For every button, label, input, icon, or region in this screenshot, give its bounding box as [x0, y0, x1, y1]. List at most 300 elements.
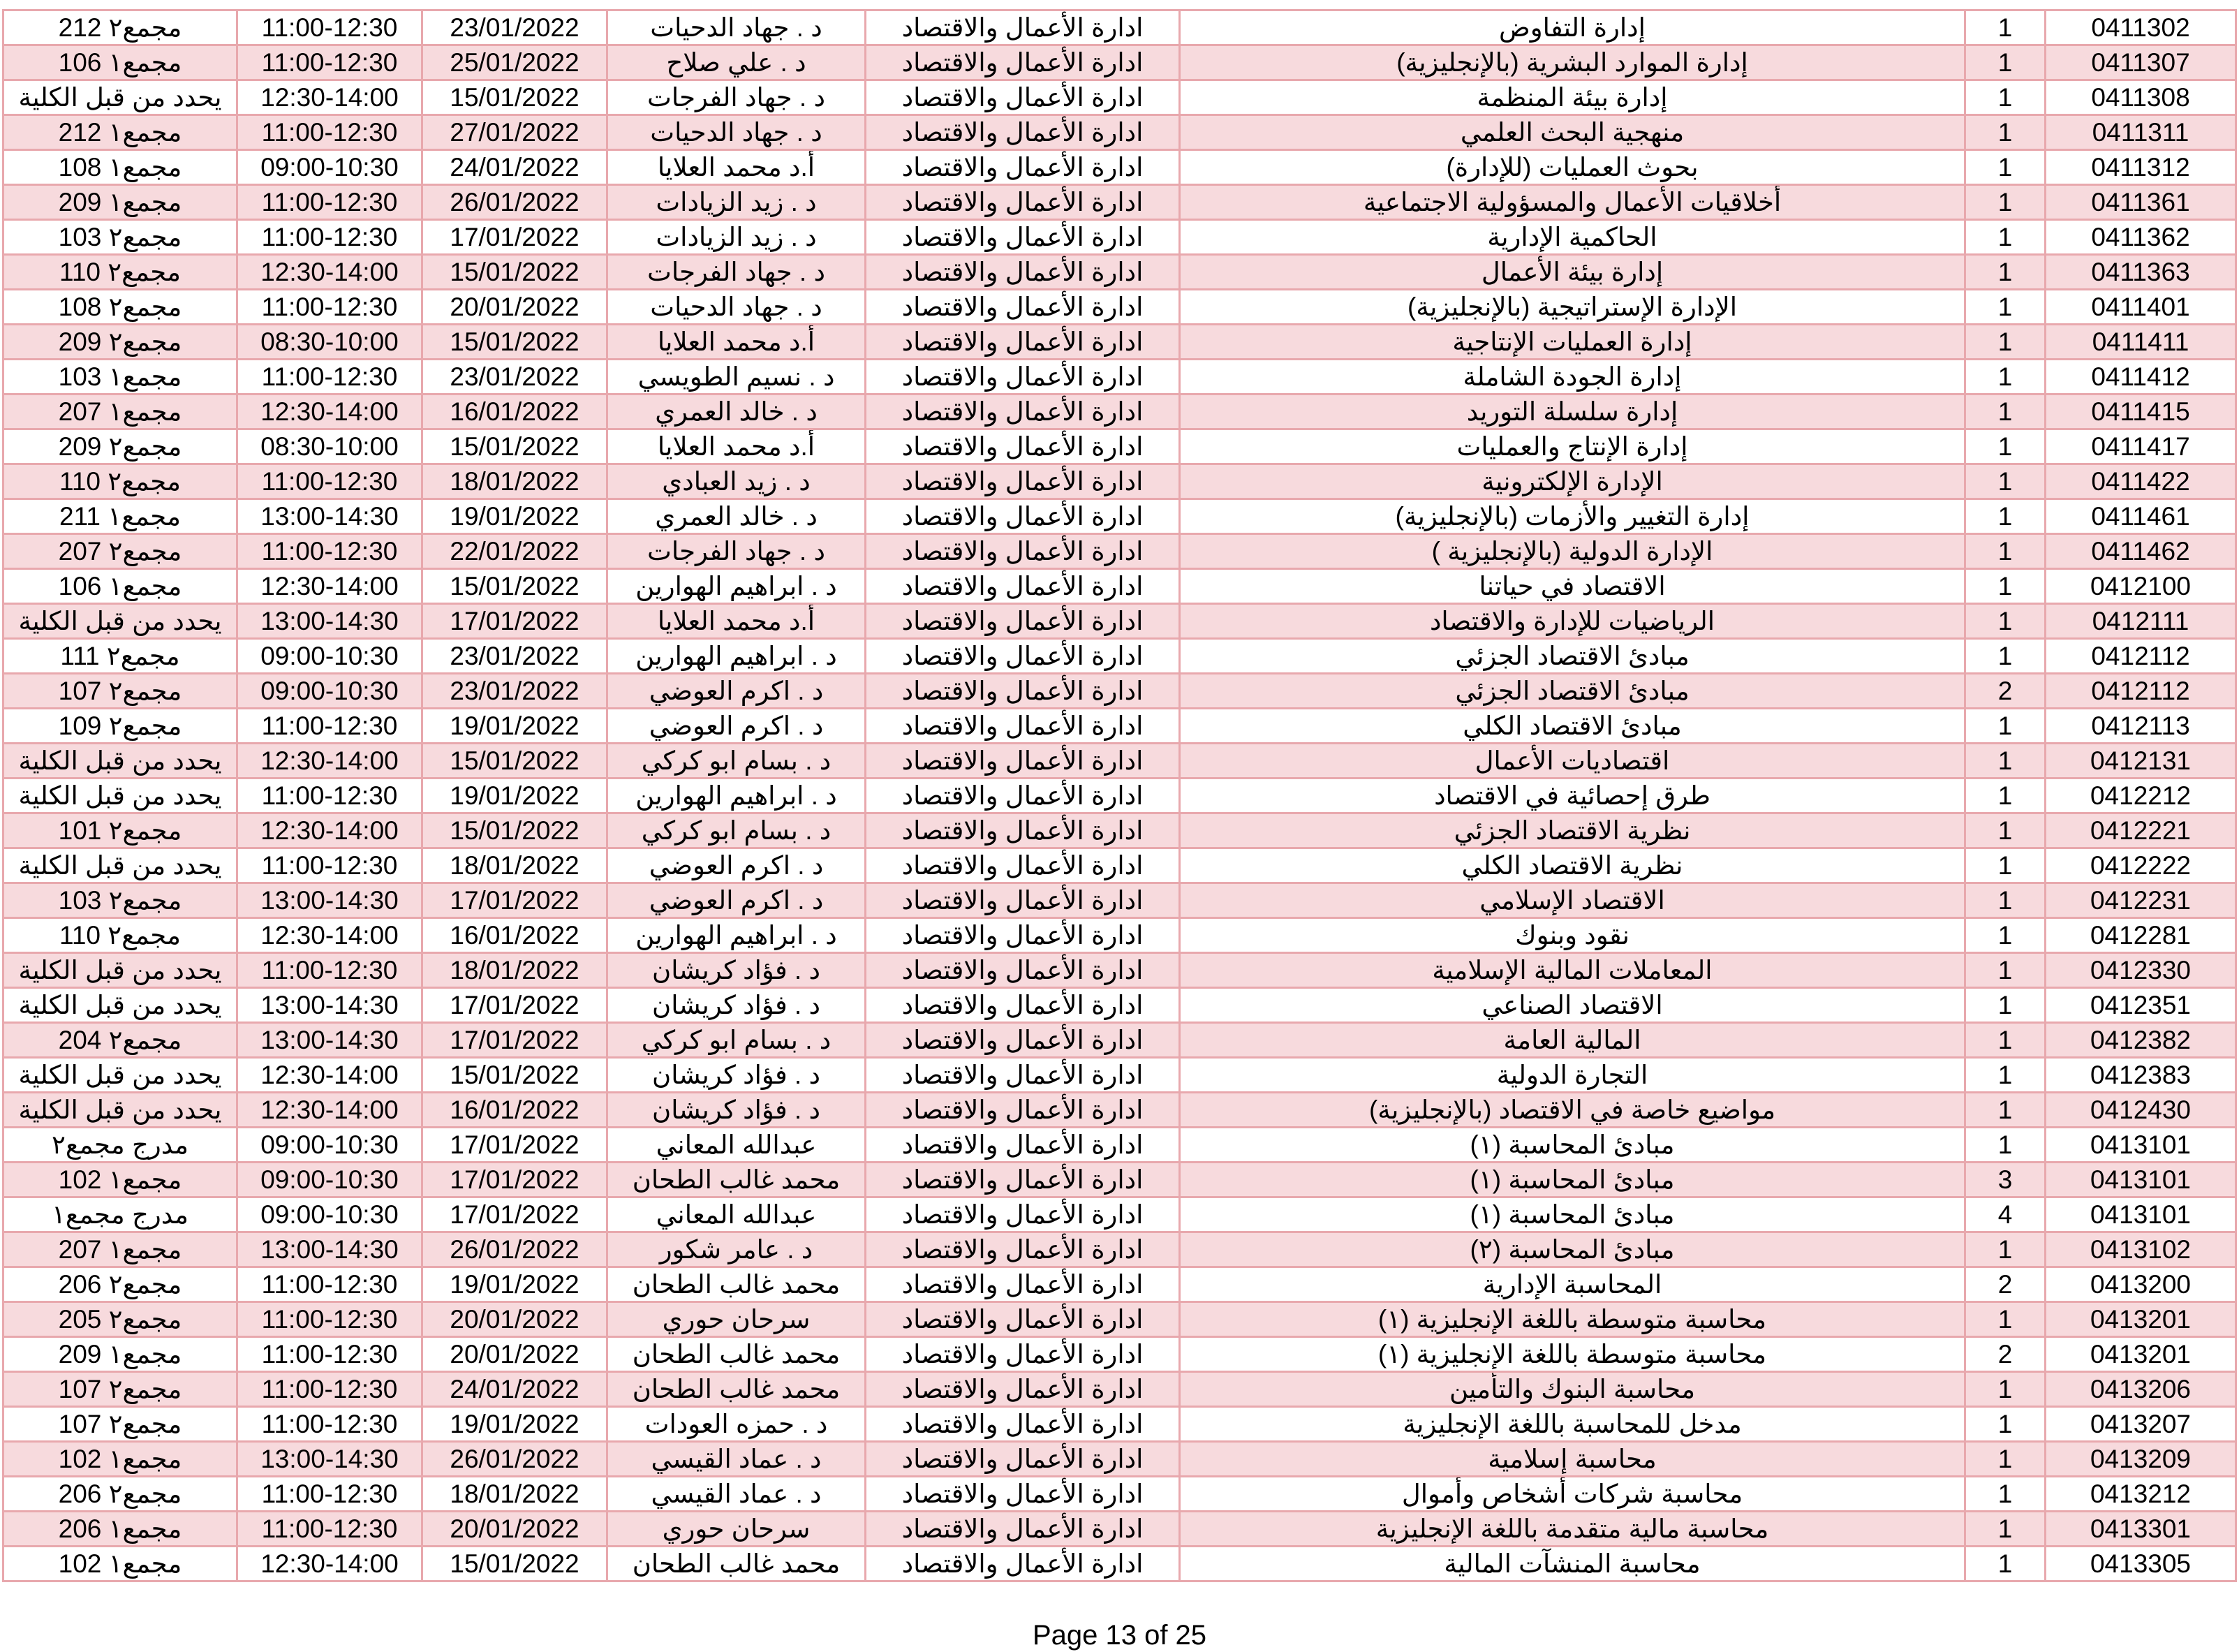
- section-cell: 1: [1965, 848, 2046, 883]
- course-name-cell: الاقتصاد في حياتنا: [1180, 569, 1965, 604]
- course-code-cell: 0411411: [2046, 325, 2236, 360]
- instructor-cell: د . جهاد الدحيات: [607, 290, 866, 325]
- department-cell: ادارة الأعمال والاقتصاد: [866, 325, 1180, 360]
- exam-date-cell: 17/01/2022: [422, 1197, 607, 1232]
- course-name-cell: محاسبة إسلامية: [1180, 1442, 1965, 1477]
- instructor-cell: محمد غالب الطحان: [607, 1163, 866, 1197]
- exam-time-cell: 12:30-14:00: [237, 1547, 422, 1581]
- course-name-cell: طرق إحصائية في الاقتصاد: [1180, 779, 1965, 813]
- exam-room-cell: يحدد من قبل الكلية: [3, 779, 237, 813]
- section-cell: 1: [1965, 255, 2046, 290]
- department-cell: ادارة الأعمال والاقتصاد: [866, 1197, 1180, 1232]
- course-name-cell: مبادئ المحاسبة (٢): [1180, 1232, 1965, 1267]
- section-cell: 1: [1965, 534, 2046, 569]
- instructor-cell: د . جهاد الدحيات: [607, 115, 866, 150]
- exam-room-cell: مجمع٢ 209: [3, 325, 237, 360]
- section-cell: 2: [1965, 1337, 2046, 1372]
- course-code-cell: 0412112: [2046, 674, 2236, 709]
- course-name-cell: اقتصاديات الأعمال: [1180, 744, 1965, 779]
- department-cell: ادارة الأعمال والاقتصاد: [866, 464, 1180, 499]
- instructor-cell: د . ابراهيم الهوارين: [607, 569, 866, 604]
- exam-time-cell: 09:00-10:30: [237, 674, 422, 709]
- exam-room-cell: مجمع٢ 212: [3, 10, 237, 45]
- table-row: [3, 883, 2236, 918]
- department-cell: ادارة الأعمال والاقتصاد: [866, 1372, 1180, 1407]
- department-cell: ادارة الأعمال والاقتصاد: [866, 674, 1180, 709]
- exam-date-cell: 20/01/2022: [422, 1302, 607, 1337]
- table-row: [3, 1267, 2236, 1302]
- course-name-cell: مبادئ المحاسبة (١): [1180, 1128, 1965, 1163]
- exam-room-cell: يحدد من قبل الكلية: [3, 604, 237, 639]
- exam-room-cell: مجمع٢ 205: [3, 1302, 237, 1337]
- exam-room-cell: مجمع٢ 206: [3, 1267, 237, 1302]
- course-name-cell: مبادئ الاقتصاد الجزئي: [1180, 674, 1965, 709]
- course-code-cell: 0411362: [2046, 220, 2236, 255]
- exam-time-cell: 08:30-10:00: [237, 325, 422, 360]
- instructor-cell: د . فؤاد كريشان: [607, 988, 866, 1023]
- exam-time-cell: 11:00-12:30: [237, 1302, 422, 1337]
- table-body: [3, 10, 2236, 1581]
- exam-room-cell: مجمع٢ 111: [3, 639, 237, 674]
- department-cell: ادارة الأعمال والاقتصاد: [866, 779, 1180, 813]
- exam-room-cell: مجمع٢ 107: [3, 674, 237, 709]
- section-cell: 1: [1965, 1547, 2046, 1581]
- course-code-cell: 0413207: [2046, 1407, 2236, 1442]
- exam-date-cell: 15/01/2022: [422, 255, 607, 290]
- exam-room-cell: مجمع١ 102: [3, 1547, 237, 1581]
- exam-room-cell: مجمع٢ 110: [3, 255, 237, 290]
- department-cell: ادارة الأعمال والاقتصاد: [866, 394, 1180, 429]
- course-name-cell: محاسبة متوسطة باللغة الإنجليزية (١): [1180, 1337, 1965, 1372]
- table-row: [3, 150, 2236, 185]
- department-cell: ادارة الأعمال والاقتصاد: [866, 1547, 1180, 1581]
- course-name-cell: نقود وبنوك: [1180, 918, 1965, 953]
- department-cell: ادارة الأعمال والاقتصاد: [866, 813, 1180, 848]
- section-cell: 4: [1965, 1197, 2046, 1232]
- exam-room-cell: مجمع١ 103: [3, 360, 237, 394]
- course-code-cell: 0413201: [2046, 1337, 2236, 1372]
- exam-date-cell: 23/01/2022: [422, 10, 607, 45]
- course-name-cell: محاسبة المنشآت المالية: [1180, 1547, 1965, 1581]
- course-name-cell: بحوث العمليات (للإدارة): [1180, 150, 1965, 185]
- instructor-cell: د . بسام ابو كركي: [607, 1023, 866, 1058]
- course-name-cell: التجارة الدولية: [1180, 1058, 1965, 1093]
- exam-date-cell: 26/01/2022: [422, 1232, 607, 1267]
- table-row: [3, 464, 2236, 499]
- course-code-cell: 0413101: [2046, 1163, 2236, 1197]
- exam-date-cell: 17/01/2022: [422, 883, 607, 918]
- course-code-cell: 0413209: [2046, 1442, 2236, 1477]
- section-cell: 1: [1965, 1058, 2046, 1093]
- department-cell: ادارة الأعمال والاقتصاد: [866, 255, 1180, 290]
- exam-room-cell: مجمع٢ 109: [3, 709, 237, 744]
- table-row: [3, 1232, 2236, 1267]
- section-cell: 1: [1965, 499, 2046, 534]
- instructor-cell: د . جهاد الفرجات: [607, 534, 866, 569]
- instructor-cell: د . عماد القيسي: [607, 1477, 866, 1512]
- exam-time-cell: 12:30-14:00: [237, 255, 422, 290]
- exam-time-cell: 12:30-14:00: [237, 1058, 422, 1093]
- table-row: [3, 1058, 2236, 1093]
- course-code-cell: 0411312: [2046, 150, 2236, 185]
- course-code-cell: 0412281: [2046, 918, 2236, 953]
- exam-room-cell: يحدد من قبل الكلية: [3, 848, 237, 883]
- exam-room-cell: مجمع٢ 101: [3, 813, 237, 848]
- exam-date-cell: 26/01/2022: [422, 1442, 607, 1477]
- department-cell: ادارة الأعمال والاقتصاد: [866, 1442, 1180, 1477]
- exam-room-cell: مجمع١ 212: [3, 115, 237, 150]
- course-code-cell: 0413200: [2046, 1267, 2236, 1302]
- exam-time-cell: 13:00-14:30: [237, 883, 422, 918]
- exam-date-cell: 17/01/2022: [422, 988, 607, 1023]
- department-cell: ادارة الأعمال والاقتصاد: [866, 290, 1180, 325]
- table-row: [3, 639, 2236, 674]
- instructor-cell: أ.د محمد العلايا: [607, 325, 866, 360]
- exam-room-cell: يحدد من قبل الكلية: [3, 744, 237, 779]
- exam-date-cell: 23/01/2022: [422, 674, 607, 709]
- exam-time-cell: 11:00-12:30: [237, 1512, 422, 1547]
- exam-room-cell: مجمع٢ 209: [3, 429, 237, 464]
- exam-date-cell: 23/01/2022: [422, 639, 607, 674]
- course-code-cell: 0411461: [2046, 499, 2236, 534]
- section-cell: 1: [1965, 185, 2046, 220]
- instructor-cell: د . ابراهيم الهوارين: [607, 918, 866, 953]
- course-name-cell: إدارة بيئة الأعمال: [1180, 255, 1965, 290]
- section-cell: 1: [1965, 1023, 2046, 1058]
- course-name-cell: مواضيع خاصة في الاقتصاد (بالإنجليزية): [1180, 1093, 1965, 1128]
- instructor-cell: محمد غالب الطحان: [607, 1337, 866, 1372]
- course-name-cell: نظرية الاقتصاد الجزئي: [1180, 813, 1965, 848]
- exam-time-cell: 13:00-14:30: [237, 1232, 422, 1267]
- department-cell: ادارة الأعمال والاقتصاد: [866, 604, 1180, 639]
- table-row: [3, 953, 2236, 988]
- table-row: [3, 394, 2236, 429]
- table-row: [3, 1093, 2236, 1128]
- course-name-cell: الاقتصاد الإسلامي: [1180, 883, 1965, 918]
- table-row: [3, 45, 2236, 80]
- section-cell: 1: [1965, 80, 2046, 115]
- table-row: [3, 360, 2236, 394]
- exam-time-cell: 11:00-12:30: [237, 220, 422, 255]
- exam-room-cell: يحدد من قبل الكلية: [3, 953, 237, 988]
- exam-time-cell: 11:00-12:30: [237, 1407, 422, 1442]
- course-code-cell: 0411361: [2046, 185, 2236, 220]
- section-cell: 1: [1965, 988, 2046, 1023]
- exam-date-cell: 15/01/2022: [422, 569, 607, 604]
- exam-date-cell: 18/01/2022: [422, 848, 607, 883]
- section-cell: 1: [1965, 360, 2046, 394]
- exam-time-cell: 09:00-10:30: [237, 1128, 422, 1163]
- exam-room-cell: مجمع١ 102: [3, 1442, 237, 1477]
- exam-room-cell: مجمع٢ 110: [3, 918, 237, 953]
- exam-time-cell: 11:00-12:30: [237, 1477, 422, 1512]
- exam-date-cell: 15/01/2022: [422, 744, 607, 779]
- instructor-cell: سرحان حوري: [607, 1302, 866, 1337]
- table-row: [3, 1477, 2236, 1512]
- exam-date-cell: 27/01/2022: [422, 115, 607, 150]
- instructor-cell: عبدالله المعاني: [607, 1197, 866, 1232]
- course-name-cell: المالية العامة: [1180, 1023, 1965, 1058]
- section-cell: 2: [1965, 1267, 2046, 1302]
- department-cell: ادارة الأعمال والاقتصاد: [866, 639, 1180, 674]
- instructor-cell: محمد غالب الطحان: [607, 1267, 866, 1302]
- course-name-cell: أخلاقيات الأعمال والمسؤولية الاجتماعية: [1180, 185, 1965, 220]
- section-cell: 1: [1965, 918, 2046, 953]
- course-code-cell: 0411311: [2046, 115, 2236, 150]
- department-cell: ادارة الأعمال والاقتصاد: [866, 1093, 1180, 1128]
- course-code-cell: 0412112: [2046, 639, 2236, 674]
- exam-room-cell: مجمع١ 211: [3, 499, 237, 534]
- exam-room-cell: مجمع١ 207: [3, 1232, 237, 1267]
- exam-room-cell: مجمع١ 207: [3, 394, 237, 429]
- exam-date-cell: 18/01/2022: [422, 953, 607, 988]
- section-cell: 1: [1965, 639, 2046, 674]
- section-cell: 1: [1965, 1407, 2046, 1442]
- department-cell: ادارة الأعمال والاقتصاد: [866, 115, 1180, 150]
- course-name-cell: إدارة العمليات الإنتاجية: [1180, 325, 1965, 360]
- course-code-cell: 0412382: [2046, 1023, 2236, 1058]
- exam-time-cell: 11:00-12:30: [237, 779, 422, 813]
- department-cell: ادارة الأعمال والاقتصاد: [866, 1337, 1180, 1372]
- instructor-cell: د . عماد القيسي: [607, 1442, 866, 1477]
- department-cell: ادارة الأعمال والاقتصاد: [866, 1128, 1180, 1163]
- exam-time-cell: 11:00-12:30: [237, 1337, 422, 1372]
- table-row: [3, 290, 2236, 325]
- exam-room-cell: مجمع١ 106: [3, 569, 237, 604]
- instructor-cell: د . علي صلاح: [607, 45, 866, 80]
- instructor-cell: د . فؤاد كريشان: [607, 953, 866, 988]
- section-cell: 1: [1965, 325, 2046, 360]
- table-row: [3, 1512, 2236, 1547]
- section-cell: 1: [1965, 953, 2046, 988]
- instructor-cell: عبدالله المعاني: [607, 1128, 866, 1163]
- course-code-cell: 0411363: [2046, 255, 2236, 290]
- instructor-cell: د . زيد الزيادات: [607, 220, 866, 255]
- exam-room-cell: مجمع١ 206: [3, 1512, 237, 1547]
- section-cell: 1: [1965, 464, 2046, 499]
- section-cell: 1: [1965, 813, 2046, 848]
- exam-room-cell: مجمع٢ 206: [3, 1477, 237, 1512]
- exam-time-cell: 11:00-12:30: [237, 709, 422, 744]
- exam-date-cell: 17/01/2022: [422, 1163, 607, 1197]
- course-code-cell: 0413101: [2046, 1197, 2236, 1232]
- section-cell: 1: [1965, 290, 2046, 325]
- exam-room-cell: مدرج مجمع١: [3, 1197, 237, 1232]
- course-code-cell: 0411308: [2046, 80, 2236, 115]
- course-code-cell: 0412113: [2046, 709, 2236, 744]
- course-code-cell: 0413305: [2046, 1547, 2236, 1581]
- section-cell: 1: [1965, 604, 2046, 639]
- course-code-cell: 0412231: [2046, 883, 2236, 918]
- exam-room-cell: مجمع٢ 108: [3, 290, 237, 325]
- course-name-cell: إدارة بيئة المنظمة: [1180, 80, 1965, 115]
- course-code-cell: 0412212: [2046, 779, 2236, 813]
- table-row: [3, 779, 2236, 813]
- course-code-cell: 0413201: [2046, 1302, 2236, 1337]
- exam-room-cell: مجمع٢ 207: [3, 534, 237, 569]
- exam-time-cell: 13:00-14:30: [237, 1023, 422, 1058]
- table-row: [3, 1023, 2236, 1058]
- exam-date-cell: 24/01/2022: [422, 150, 607, 185]
- course-name-cell: إدارة الموارد البشرية (بالإنجليزية): [1180, 45, 1965, 80]
- exam-date-cell: 20/01/2022: [422, 290, 607, 325]
- course-code-cell: 0411302: [2046, 10, 2236, 45]
- instructor-cell: د . ابراهيم الهوارين: [607, 779, 866, 813]
- section-cell: 1: [1965, 883, 2046, 918]
- section-cell: 1: [1965, 220, 2046, 255]
- exam-date-cell: 20/01/2022: [422, 1512, 607, 1547]
- table-row: [3, 499, 2236, 534]
- course-name-cell: المحاسبة الإدارية: [1180, 1267, 1965, 1302]
- department-cell: ادارة الأعمال والاقتصاد: [866, 220, 1180, 255]
- table-row: [3, 918, 2236, 953]
- course-name-cell: محاسبة البنوك والتأمين: [1180, 1372, 1965, 1407]
- table-row: [3, 1163, 2236, 1197]
- course-code-cell: 0413101: [2046, 1128, 2236, 1163]
- table-row: [3, 813, 2236, 848]
- section-cell: 1: [1965, 1093, 2046, 1128]
- exam-room-cell: يحدد من قبل الكلية: [3, 988, 237, 1023]
- exam-time-cell: 12:30-14:00: [237, 569, 422, 604]
- exam-time-cell: 09:00-10:30: [237, 639, 422, 674]
- table-row: [3, 10, 2236, 45]
- exam-time-cell: 11:00-12:30: [237, 534, 422, 569]
- section-cell: 1: [1965, 10, 2046, 45]
- exam-schedule-table: [2, 9, 2237, 1582]
- exam-time-cell: 11:00-12:30: [237, 45, 422, 80]
- department-cell: ادارة الأعمال والاقتصاد: [866, 534, 1180, 569]
- table-row: [3, 848, 2236, 883]
- department-cell: ادارة الأعمال والاقتصاد: [866, 848, 1180, 883]
- table-row: [3, 80, 2236, 115]
- exam-time-cell: 12:30-14:00: [237, 918, 422, 953]
- exam-date-cell: 19/01/2022: [422, 1407, 607, 1442]
- department-cell: ادارة الأعمال والاقتصاد: [866, 744, 1180, 779]
- course-name-cell: الإدارة الإلكترونية: [1180, 464, 1965, 499]
- department-cell: ادارة الأعمال والاقتصاد: [866, 150, 1180, 185]
- exam-time-cell: 11:00-12:30: [237, 10, 422, 45]
- instructor-cell: د . عامر شكور: [607, 1232, 866, 1267]
- department-cell: ادارة الأعمال والاقتصاد: [866, 988, 1180, 1023]
- department-cell: ادارة الأعمال والاقتصاد: [866, 1512, 1180, 1547]
- instructor-cell: سرحان حوري: [607, 1512, 866, 1547]
- course-code-cell: 0411307: [2046, 45, 2236, 80]
- exam-time-cell: 08:30-10:00: [237, 429, 422, 464]
- exam-room-cell: مجمع٢ 107: [3, 1407, 237, 1442]
- exam-date-cell: 17/01/2022: [422, 604, 607, 639]
- section-cell: 3: [1965, 1163, 2046, 1197]
- table-row: [3, 1442, 2236, 1477]
- exam-room-cell: مجمع١ 209: [3, 185, 237, 220]
- exam-date-cell: 20/01/2022: [422, 1337, 607, 1372]
- exam-time-cell: 12:30-14:00: [237, 394, 422, 429]
- course-name-cell: الحاكمية الإدارية: [1180, 220, 1965, 255]
- course-name-cell: الإدارة الإستراتيجية (بالإنجليزية): [1180, 290, 1965, 325]
- course-name-cell: المعاملات المالية الإسلامية: [1180, 953, 1965, 988]
- table-row: [3, 1547, 2236, 1581]
- course-name-cell: الرياضيات للإدارة والاقتصاد: [1180, 604, 1965, 639]
- department-cell: ادارة الأعمال والاقتصاد: [866, 1232, 1180, 1267]
- exam-time-cell: 11:00-12:30: [237, 115, 422, 150]
- department-cell: ادارة الأعمال والاقتصاد: [866, 1267, 1180, 1302]
- exam-date-cell: 15/01/2022: [422, 325, 607, 360]
- table-row: [3, 569, 2236, 604]
- exam-room-cell: يحدد من قبل الكلية: [3, 1058, 237, 1093]
- exam-time-cell: 13:00-14:30: [237, 604, 422, 639]
- table-row: [3, 325, 2236, 360]
- course-name-cell: إدارة سلسلة التوريد: [1180, 394, 1965, 429]
- table-row: [3, 988, 2236, 1023]
- table-row: [3, 1337, 2236, 1372]
- instructor-cell: د . فؤاد كريشان: [607, 1093, 866, 1128]
- instructor-cell: د . جهاد الدحيات: [607, 10, 866, 45]
- exam-date-cell: 19/01/2022: [422, 1267, 607, 1302]
- instructor-cell: د . اكرم العوضي: [607, 709, 866, 744]
- instructor-cell: د . زيد العبادي: [607, 464, 866, 499]
- section-cell: 1: [1965, 744, 2046, 779]
- exam-date-cell: 22/01/2022: [422, 534, 607, 569]
- section-cell: 2: [1965, 674, 2046, 709]
- instructor-cell: د . اكرم العوضي: [607, 848, 866, 883]
- table-row: [3, 1372, 2236, 1407]
- department-cell: ادارة الأعمال والاقتصاد: [866, 45, 1180, 80]
- course-code-cell: 0411412: [2046, 360, 2236, 394]
- section-cell: 1: [1965, 45, 2046, 80]
- exam-date-cell: 17/01/2022: [422, 220, 607, 255]
- course-name-cell: منهجية البحث العلمي: [1180, 115, 1965, 150]
- instructor-cell: د . فؤاد كريشان: [607, 1058, 866, 1093]
- instructor-cell: د . خالد العمري: [607, 499, 866, 534]
- exam-room-cell: مجمع١ 106: [3, 45, 237, 80]
- course-name-cell: محاسبة مالية متقدمة باللغة الإنجليزية: [1180, 1512, 1965, 1547]
- instructor-cell: د . بسام ابو كركي: [607, 744, 866, 779]
- course-code-cell: 0412330: [2046, 953, 2236, 988]
- section-cell: 1: [1965, 150, 2046, 185]
- instructor-cell: د . اكرم العوضي: [607, 674, 866, 709]
- table-row: [3, 1302, 2236, 1337]
- department-cell: ادارة الأعمال والاقتصاد: [866, 569, 1180, 604]
- instructor-cell: د . زيد الزيادات: [607, 185, 866, 220]
- course-name-cell: إدارة التفاوض: [1180, 10, 1965, 45]
- exam-time-cell: 09:00-10:30: [237, 1163, 422, 1197]
- course-code-cell: 0412131: [2046, 744, 2236, 779]
- table-row: [3, 185, 2236, 220]
- department-cell: ادارة الأعمال والاقتصاد: [866, 918, 1180, 953]
- page-number: Page 13 of 25: [1032, 1620, 1207, 1651]
- course-name-cell: مبادئ المحاسبة (١): [1180, 1197, 1965, 1232]
- exam-room-cell: مجمع٢ 204: [3, 1023, 237, 1058]
- exam-room-cell: يحدد من قبل الكلية: [3, 1093, 237, 1128]
- exam-date-cell: 16/01/2022: [422, 394, 607, 429]
- department-cell: ادارة الأعمال والاقتصاد: [866, 10, 1180, 45]
- section-cell: 1: [1965, 1477, 2046, 1512]
- department-cell: ادارة الأعمال والاقتصاد: [866, 1302, 1180, 1337]
- table-row: [3, 115, 2236, 150]
- exam-room-cell: مجمع٢ 110: [3, 464, 237, 499]
- instructor-cell: د . بسام ابو كركي: [607, 813, 866, 848]
- section-cell: 1: [1965, 779, 2046, 813]
- exam-time-cell: 11:00-12:30: [237, 290, 422, 325]
- exam-room-cell: مدرج مجمع٢: [3, 1128, 237, 1163]
- course-code-cell: 0411401: [2046, 290, 2236, 325]
- exam-date-cell: 25/01/2022: [422, 45, 607, 80]
- table-row: [3, 709, 2236, 744]
- course-name-cell: محاسبة متوسطة باللغة الإنجليزية (١): [1180, 1302, 1965, 1337]
- table-row: [3, 674, 2236, 709]
- exam-time-cell: 12:30-14:00: [237, 813, 422, 848]
- instructor-cell: د . ابراهيم الهوارين: [607, 639, 866, 674]
- instructor-cell: د . اكرم العوضي: [607, 883, 866, 918]
